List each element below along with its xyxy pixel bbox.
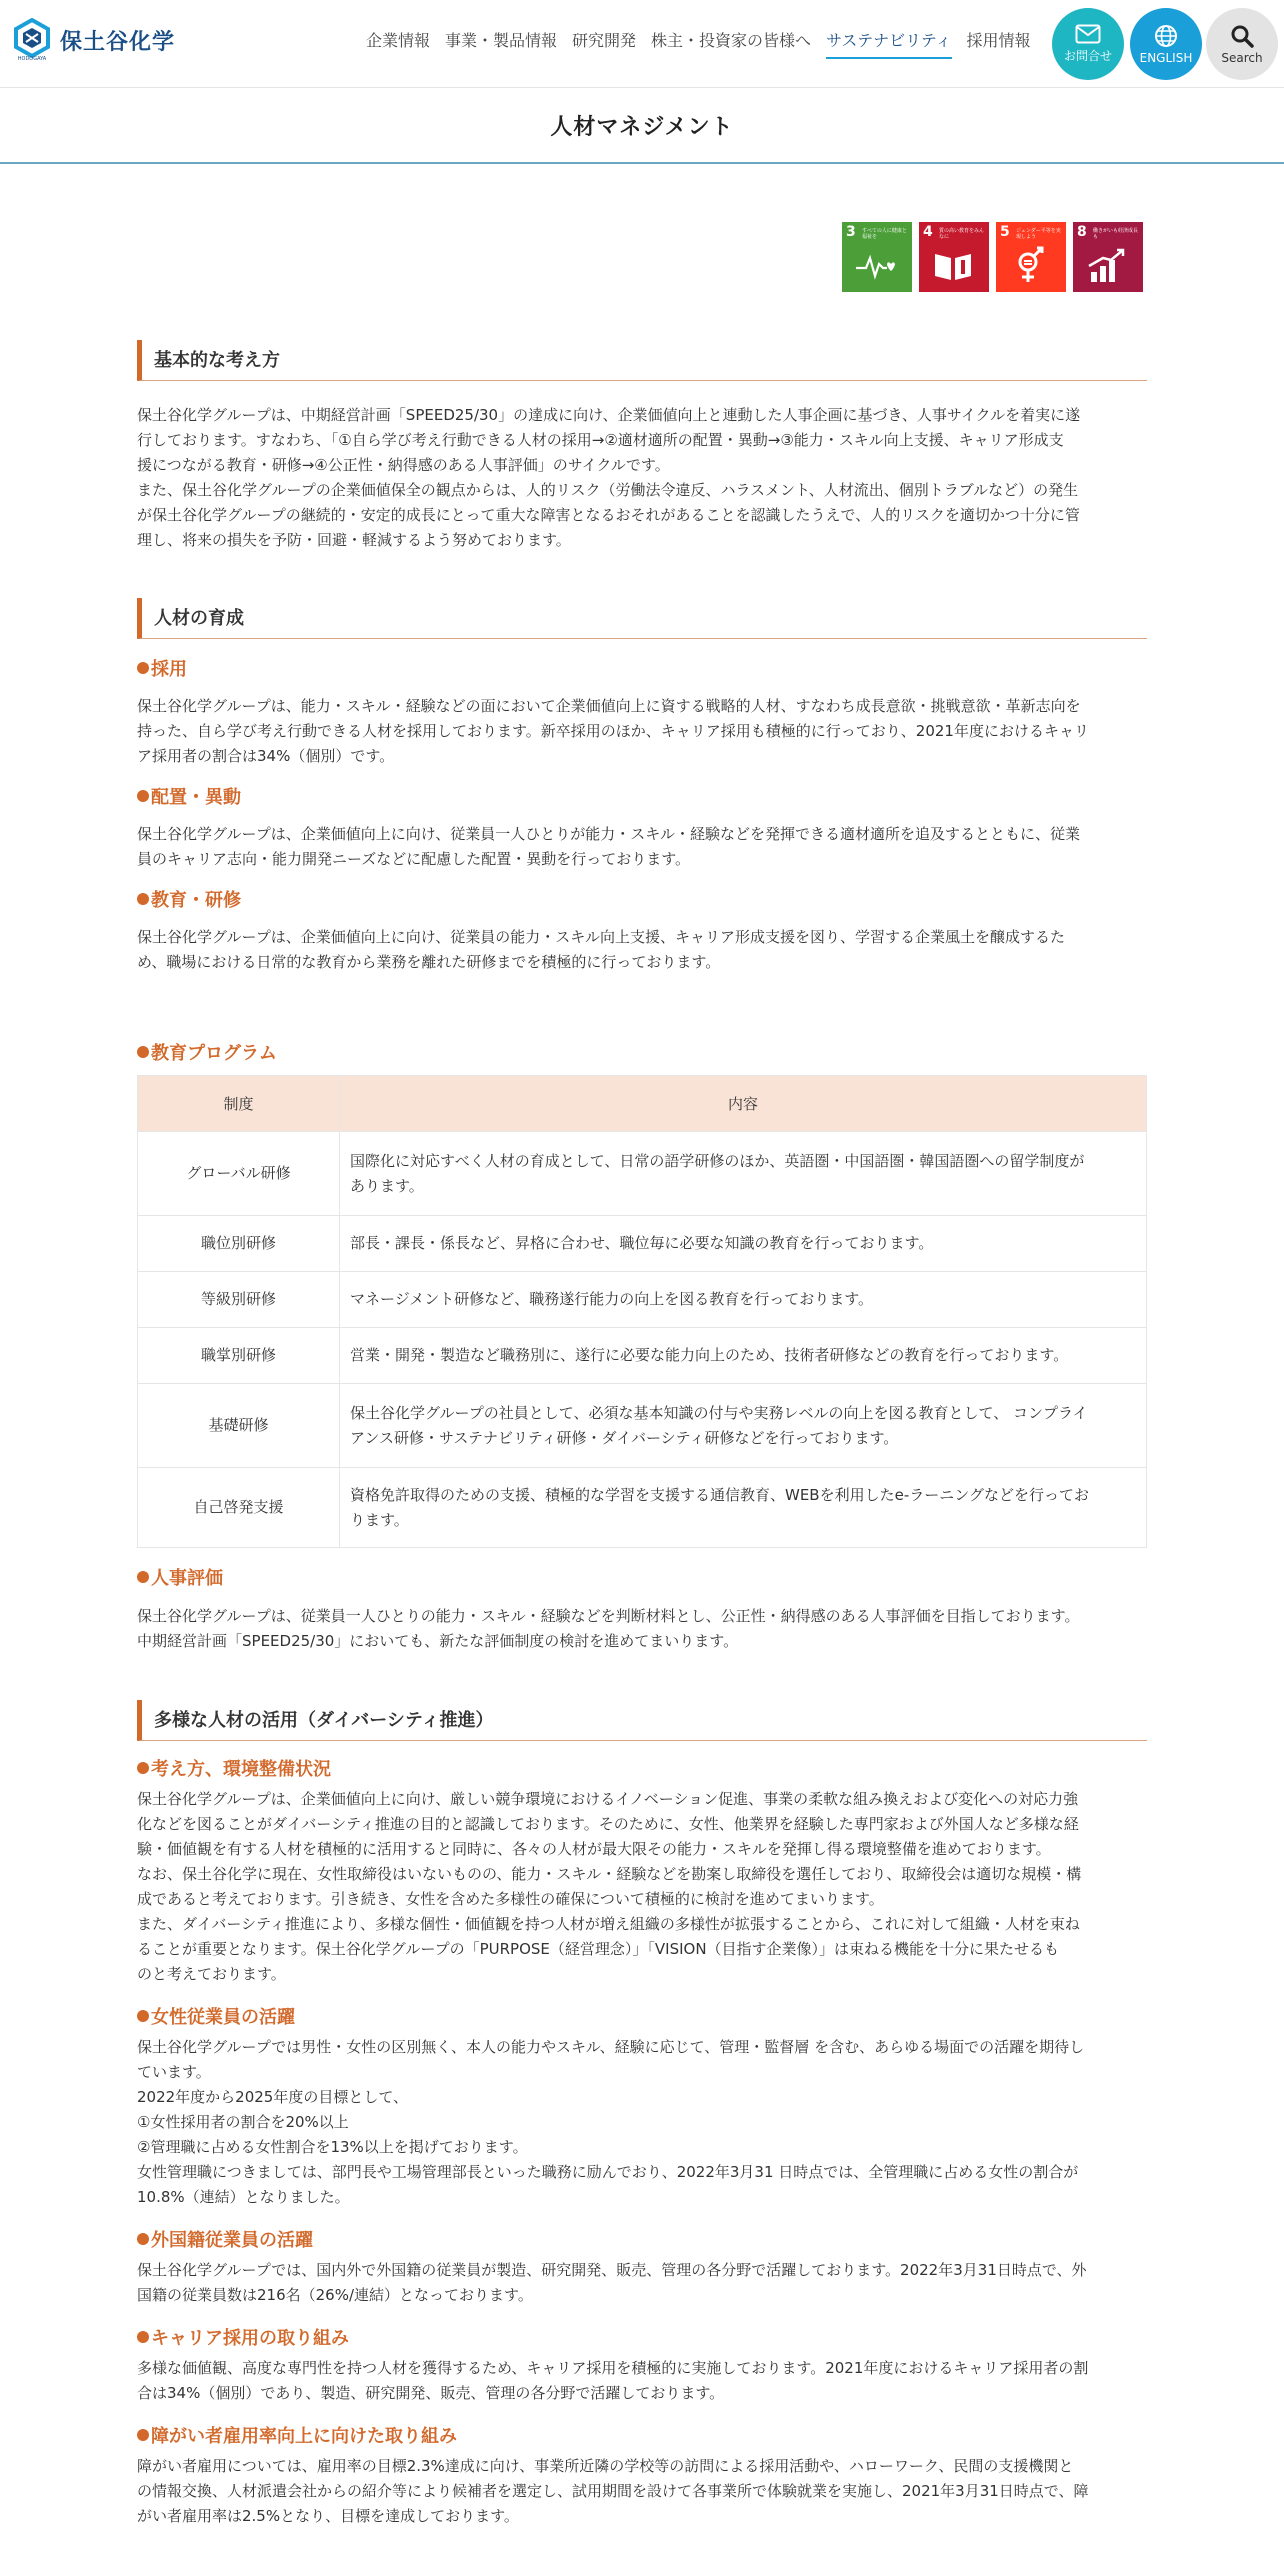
text-line: 営業・開発・製造など職務別に、遂行に必要な能力向上のため、技術者研修などの教育を行っております。	[350, 1346, 1069, 1364]
english-label: ENGLISH	[1139, 50, 1193, 65]
section-heading-basic: 基本的な考え方	[137, 340, 1147, 381]
placement-heading	[137, 783, 1147, 809]
bullet-dot-icon	[137, 1762, 149, 1774]
sdg-5-icon	[996, 222, 1066, 292]
globe-icon	[1154, 24, 1178, 48]
text-line: が保土谷化学グループの継続的・安定的成長にとって重大な障害となるおそれがあることを認識したうえで、人的リスクを適切かつ十分に管	[137, 506, 1080, 524]
bullet-dot-icon	[137, 2010, 149, 2022]
program-table	[137, 1075, 1147, 1548]
text-line: 化などを図ることがダイバーシティ推進の目的と認識しております。そのために、女性、他業界を経験した専門家および外国人など多様な経	[137, 1815, 1079, 1833]
recruit-heading	[137, 655, 1147, 681]
global-nav	[366, 28, 1031, 59]
bullet-dot-icon	[137, 1046, 149, 1058]
text-line: ります。	[350, 1510, 409, 1529]
english-button[interactable]	[1130, 8, 1202, 80]
text-line: 合は34%（個別）であり、製造、研究開発、販売、管理の各分野で活躍しております。	[137, 2384, 725, 2402]
text-line: あります。	[350, 1176, 424, 1195]
text-line: 保土谷化学グループは、中期経営計画「SPEED25/30」の達成に向け、企業価値向上と連動した人事企画に基づき、人事サイクルを着実に遂	[137, 406, 1081, 424]
bullet-dot-icon	[137, 893, 149, 905]
table-cell-name: 基礎研修	[138, 1384, 340, 1468]
text-line: ています。	[137, 2063, 211, 2081]
main-content	[137, 340, 1147, 2529]
career-title: キャリア採用の取り組み	[151, 2328, 349, 2349]
text-line: また、ダイバーシティ推進により、多様な個性・価値観を持つ人材が増え組織の多様性が拡張することから、これに対して組織・人材を束ね	[137, 1915, 1080, 1933]
text-line: 保土谷化学グループの社員として、必須な基本知識の付与や実務レベルの向上を図る教育として、 コンプライ	[350, 1403, 1088, 1422]
table-cell-name: グローバル研修	[138, 1132, 340, 1216]
sdg-caption: ジェンダー平等を実現しよう	[1016, 228, 1061, 240]
text-line: 保土谷化学グループは、企業価値向上に向け、従業員一人ひとりが能力・スキル・経験などを発揮できる適材適所を追及するとともに、従業	[137, 825, 1081, 843]
text-line: 国際化に対応すべく人材の育成として、日常の語学研修のほか、英語圏・中国語圏・韓国語圏への留学制度が	[350, 1151, 1085, 1170]
logo-sub-text: HODOGAYA	[17, 56, 47, 62]
table-cell-content	[340, 1384, 1147, 1468]
sdg-caption: すべての人に健康と福祉を	[862, 228, 907, 240]
bullet-dot-icon	[137, 1571, 149, 1583]
search-button[interactable]	[1206, 8, 1278, 80]
table-cell-content	[340, 1272, 1147, 1328]
nav-item-recruit[interactable]: 採用情報	[966, 31, 1031, 50]
text-line: ②管理職に占める女性割合を13%以上を掲げております。	[137, 2138, 528, 2156]
page-title-bar	[0, 88, 1284, 164]
approach-text	[137, 1787, 1147, 1987]
text-line: 保土谷化学グループでは、国内外で外国籍の従業員が製造、研究開発、販売、管理の各分野で活躍しております。2022年3月31日時点で、外	[137, 2261, 1087, 2279]
approach-heading	[137, 1755, 1147, 1781]
program-title: 教育プログラム	[151, 1043, 277, 1064]
text-line: 障がい者雇用については、雇用率の目標2.3%達成に向け、事業所近隣の学校等の訪問による採用活動や、ハローワーク、民間の支援機関と	[137, 2457, 1074, 2475]
text-line: 部長・課長・係長など、昇格に合わせ、職位毎に必要な知識の教育を行っております。	[350, 1234, 934, 1252]
program-heading	[137, 1039, 1147, 1065]
sdg-4-icon	[919, 222, 989, 292]
text-line: 援につながる教育・研修→④公正性・納得感のある人事評価」のサイクルです。	[137, 456, 670, 474]
section-heading-diversity: 多様な人材の活用（ダイバーシティ推進）	[137, 1700, 1147, 1741]
text-line: ①女性採用者の割合を20%以上	[137, 2113, 349, 2131]
text-line: 2022年度から2025年度の目標として、	[137, 2088, 409, 2106]
training-text	[137, 925, 1147, 975]
recruit-title: 採用	[151, 659, 187, 680]
logo-mark-icon	[12, 18, 52, 62]
nav-item-corporate[interactable]: 企業情報	[366, 31, 431, 50]
text-line: 保土谷化学グループでは男性・女性の区別無く、本人の能力やスキル、経験に応じて、管理・監督層 を含む、あらゆる場面での活躍を期待し	[137, 2038, 1085, 2056]
table-cell-content	[340, 1328, 1147, 1384]
table-cell-content	[340, 1216, 1147, 1272]
text-line: 資格免許取得のための支援、積極的な学習を支援する通信教育、WEBを利用したe-ラーニングなどを行ってお	[350, 1485, 1089, 1504]
text-line: ア採用者の割合は34%（個別）です。	[137, 747, 395, 765]
sdg-caption: 働きがいも経済成長も	[1093, 228, 1139, 240]
table-header-cell: 制度	[138, 1076, 340, 1132]
sdg-8-icon	[1073, 222, 1143, 292]
women-heading	[137, 2003, 1147, 2029]
foreign-heading	[137, 2226, 1147, 2252]
sdg-3-icon	[842, 222, 912, 292]
table-cell-name: 職掌別研修	[138, 1328, 340, 1384]
text-line: 保土谷化学グループは、企業価値向上に向け、厳しい競争環境におけるイノベーション促進、事業の柔軟な組み換えおよび変化への対応力強	[137, 1790, 1079, 1808]
approach-title: 考え方、環境整備状況	[151, 1759, 331, 1780]
section-heading-development: 人材の育成	[137, 598, 1147, 639]
text-line: 理し、将来の損失を予防・回避・軽減するよう努めております。	[137, 531, 571, 549]
table-cell-name: 職位別研修	[138, 1216, 340, 1272]
nav-item-products[interactable]: 事業・製品情報	[445, 31, 558, 50]
logo-text: 保土谷化学	[60, 29, 176, 55]
career-heading	[137, 2324, 1147, 2350]
women-text	[137, 2035, 1147, 2210]
contact-label: お問合せ	[1063, 49, 1112, 63]
text-line: 保土谷化学グループは、能力・スキル・経験などの面において企業価値向上に資する戦略的人材、すなわち成長意欲・挑戦意欲・革新志向を	[137, 697, 1081, 715]
sdg-number: 8	[1077, 224, 1087, 240]
text-line: 保土谷化学グループは、企業価値向上に向け、従業員の能力・スキル向上支援、キャリア形成支援を図り、学習する企業風土を醸成するた	[137, 928, 1066, 946]
text-line: なお、保土谷化学に現在、女性取締役はいないものの、能力・スキル・経験などを勘案し取締役を選任しており、取締役会は適切な規模・構	[137, 1865, 1082, 1883]
training-heading	[137, 886, 1147, 912]
women-title: 女性従業員の活躍	[151, 2007, 295, 2028]
text-line: のと考えております。	[137, 1965, 286, 1983]
text-line: 多様な価値観、高度な専門性を持つ人材を獲得するため、キャリア採用を積極的に実施しております。2021年度におけるキャリア採用者の割	[137, 2359, 1089, 2377]
nav-item-rd[interactable]: 研究開発	[572, 31, 637, 50]
placement-text	[137, 822, 1147, 872]
text-line: 持った、自ら学び考え行動できる人材を採用しております。新卒採用のほか、キャリア採用も積極的に行っており、2021年度におけるキャリ	[137, 722, 1089, 740]
text-line: 女性管理職につきましては、部門長や工場管理部長といった職務に励んでおり、2022年3月31 日時点では、全管理職に占める女性の割合が	[137, 2163, 1079, 2181]
text-line: マネージメント研修など、職務遂行能力の向上を図る教育を行っております。	[350, 1290, 874, 1308]
table-row	[138, 1216, 1147, 1272]
contact-button[interactable]	[1052, 8, 1124, 80]
table-row	[138, 1328, 1147, 1384]
table-header-cell: 内容	[340, 1076, 1147, 1132]
basic-text	[137, 403, 1147, 553]
table-cell-content	[340, 1468, 1147, 1548]
table-cell-name: 自己啓発支援	[138, 1468, 340, 1548]
bullet-dot-icon	[137, 2429, 149, 2441]
text-line: 保土谷化学グループは、従業員一人ひとりの能力・スキル・経験などを判断材料とし、公正性・納得感のある人事評価を目指しております。	[137, 1607, 1080, 1625]
page-title: 人材マネジメント	[550, 114, 734, 140]
text-line: アンス研修・サステナビリティ研修・ダイバーシティ研修などを行っております。	[350, 1428, 899, 1447]
table-row	[138, 1384, 1147, 1468]
text-line: また、保土谷化学グループの企業価値保全の観点からは、人的リスク（労働法令違反、ハラスメント、人材流出、個別トラブルなど）の発生	[137, 481, 1079, 499]
recruit-text	[137, 694, 1147, 769]
disability-text	[137, 2454, 1147, 2529]
placement-title: 配置・異動	[151, 787, 241, 808]
evaluation-heading	[137, 1564, 1147, 1590]
text-line: 国籍の従業員数は216名（26%/連結）となっております。	[137, 2286, 533, 2304]
foreign-text	[137, 2258, 1147, 2308]
text-line: ることが重要となります。保土谷化学グループの「PURPOSE（経営理念）」「VISION（目指す企業像）」は束ねる機能を十分に果たせるも	[137, 1940, 1060, 1958]
bullet-dot-icon	[137, 790, 149, 802]
mail-icon	[1075, 24, 1101, 44]
text-line: 成であると考えております。引き続き、女性を含めた多様性の確保について積極的に検討を進めてまいります。	[137, 1890, 884, 1908]
disability-title: 障がい者雇用率向上に向けた取り組み	[151, 2426, 457, 2447]
text-line: 験・価値観を有する人材を積極的に活用すると同時に、各々の人材が最大限その能力・スキルを発揮し得る環境整備を進めております。	[137, 1840, 1051, 1858]
text-line: がい者雇用率は2.5%となり、目標を達成しております。	[137, 2507, 519, 2525]
site-header	[0, 0, 1284, 88]
table-row	[138, 1468, 1147, 1548]
nav-item-sustainability[interactable]: サステナビリティ	[826, 28, 951, 59]
sdg-caption: 質の高い教育をみんなに	[939, 228, 985, 240]
search-label: Search	[1221, 50, 1263, 65]
logo[interactable]	[12, 18, 175, 62]
table-cell-content	[340, 1132, 1147, 1216]
nav-item-investors[interactable]: 株主・投資家の皆様へ	[651, 31, 812, 50]
sdg-number: 5	[1000, 224, 1010, 240]
text-line: め、職場における日常的な教育から業務を離れた研修までを積極的に行っております。	[137, 953, 721, 971]
text-line: の情報交換、人材派遣会社からの紹介等により候補者を選定し、試用期間を設けて各事業所で体験就業を実施し、2021年3月31日時点で、障	[137, 2482, 1089, 2500]
disability-heading	[137, 2422, 1147, 2448]
text-line: 行しております。すなわち、「①自ら学び考え行動できる人材の採用→②適材適所の配置・異動→③能力・スキル向上支援、キャリア形成支	[137, 431, 1064, 449]
bullet-dot-icon	[137, 2331, 149, 2343]
sdg-icons	[842, 222, 1143, 292]
career-text	[137, 2356, 1147, 2406]
table-row	[138, 1132, 1147, 1216]
table-cell-name: 等級別研修	[138, 1272, 340, 1328]
sdg-number: 3	[846, 224, 856, 240]
foreign-title: 外国籍従業員の活躍	[151, 2230, 313, 2251]
table-row	[138, 1272, 1147, 1328]
text-line: 10.8%（連結）となりました。	[137, 2188, 350, 2206]
search-icon	[1230, 24, 1254, 48]
bullet-dot-icon	[137, 2233, 149, 2245]
sdg-number: 4	[923, 224, 933, 240]
evaluation-text	[137, 1604, 1147, 1654]
text-line: 員のキャリア志向・能力開発ニーズなどに配慮した配置・異動を行っております。	[137, 850, 691, 868]
table-header-row	[138, 1076, 1147, 1132]
evaluation-title: 人事評価	[151, 1568, 223, 1589]
bullet-dot-icon	[137, 662, 149, 674]
text-line: 中期経営計画「SPEED25/30」においても、新たな評価制度の検討を進めてまいります。	[137, 1632, 739, 1650]
training-title: 教育・研修	[151, 890, 241, 911]
